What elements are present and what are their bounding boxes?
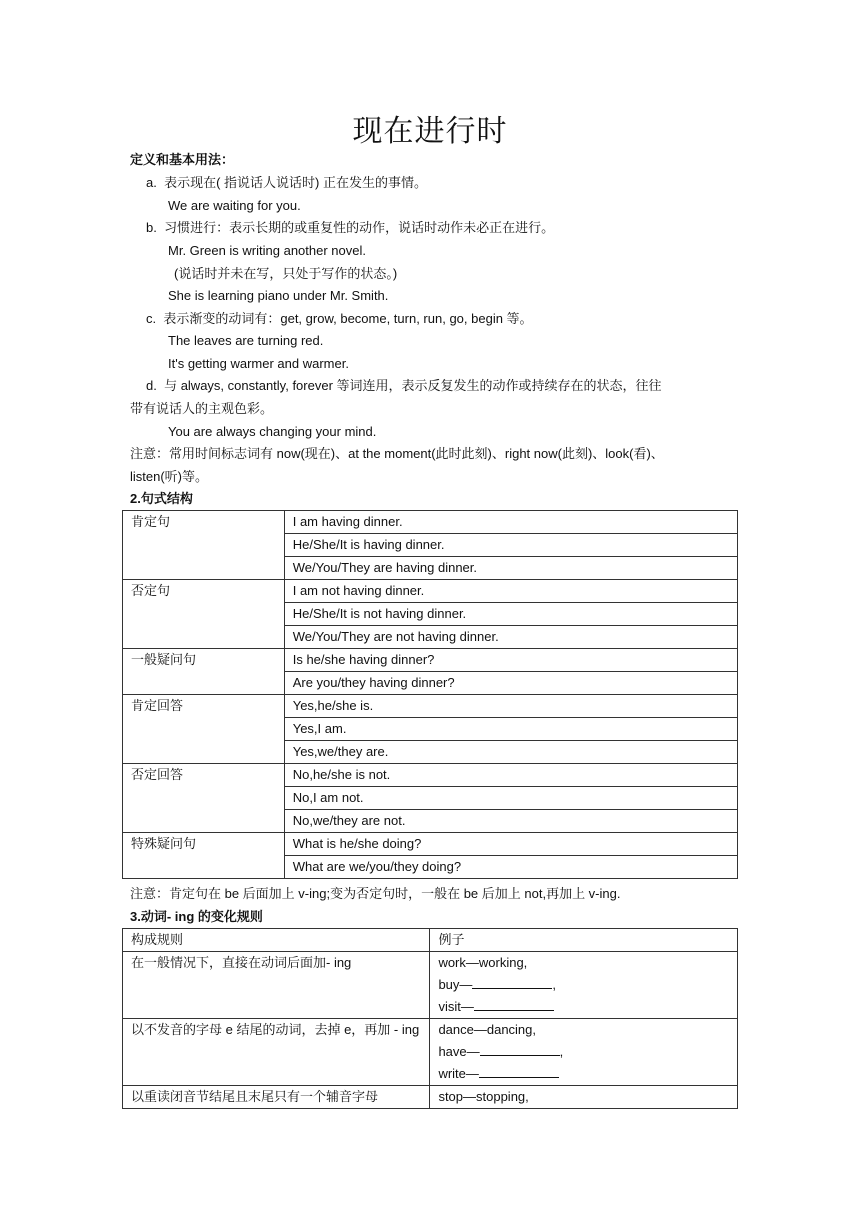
example-sentence: We are waiting for you. (168, 198, 301, 213)
table-row (123, 695, 738, 718)
example-sentence: It's getting warmer and warmer. (168, 356, 349, 371)
structure-heading: 2.句式结构 (130, 491, 193, 506)
example-stem: visit— (438, 999, 474, 1014)
column-header-example: 例子 (430, 929, 738, 952)
row-item: No,he/she is not. (284, 764, 737, 787)
page-title: 现在进行时 (352, 114, 508, 149)
column-header-rule: 构成规则 (123, 929, 430, 952)
example-suffix: , (552, 977, 557, 992)
rule-examples (430, 1086, 738, 1109)
table-row (123, 580, 738, 603)
row-item: What are we/you/they doing? (284, 856, 737, 879)
example-line (438, 1041, 729, 1063)
example-line: dance—dancing, (438, 1022, 537, 1037)
answer-blank[interactable] (472, 974, 552, 989)
row-item: We/You/They are having dinner. (284, 557, 737, 580)
definition-d-continued: 带有说话人的主观色彩。 (130, 401, 274, 416)
item-text: 与 always, constantly, forever 等词连用，表示反复发生的动作或持续存在的状态，往往 (164, 378, 662, 393)
example-stem: buy— (438, 977, 473, 992)
structure-table (122, 510, 738, 879)
table-row (123, 1086, 738, 1109)
row-label: 否定句 (123, 580, 285, 649)
row-label: 一般疑问句 (123, 649, 285, 695)
rule-text: 以重读闭音节结尾且末尾只有一个辅音字母 (123, 1086, 430, 1109)
example-line: stop—stopping, (438, 1089, 529, 1104)
rule-examples (430, 952, 738, 1019)
answer-blank[interactable] (474, 996, 554, 1011)
item-label: a. (146, 175, 157, 190)
definition-b (146, 218, 554, 238)
row-item: He/She/It is having dinner. (284, 534, 737, 557)
definition-heading: 定义和基本用法： (130, 152, 235, 167)
table-row (123, 1019, 738, 1086)
example-sentence: Mr. Green is writing another novel. (168, 243, 366, 258)
example-line (438, 974, 729, 996)
table-row (123, 833, 738, 856)
ing-rules-heading: 3.动词- ing 的变化规则 (130, 909, 263, 924)
note-time-markers: 注意：常用时间标志词有 now(现在)、at the moment(此时此刻)、right now(此刻)、look(看)、 (130, 446, 664, 461)
row-label: 特殊疑问句 (123, 833, 285, 879)
row-item: Yes,we/they are. (284, 741, 737, 764)
row-label: 否定回答 (123, 764, 285, 833)
rule-examples (430, 1019, 738, 1086)
table-header-row (123, 929, 738, 952)
row-item: I am not having dinner. (284, 580, 737, 603)
item-text: 习惯进行：表示长期的或重复性的动作，说话时动作未必正在进行。 (164, 220, 555, 235)
example-stem: have— (438, 1044, 480, 1059)
table-row (123, 649, 738, 672)
row-item: We/You/They are not having dinner. (284, 626, 737, 649)
row-item: Is he/she having dinner? (284, 649, 737, 672)
rule-text: 在一般情况下，直接在动词后面加- ing (123, 952, 430, 1019)
row-item: He/She/It is not having dinner. (284, 603, 737, 626)
ing-rules-table (122, 928, 738, 1109)
row-item: I am having dinner. (284, 511, 737, 534)
row-label: 肯定回答 (123, 695, 285, 764)
item-text: 表示渐变的动词有：get, grow, become, turn, run, go, begin 等。 (163, 311, 533, 326)
item-label: c. (146, 311, 157, 326)
note-time-markers-continued: listen(听)等。 (130, 469, 209, 484)
example-stem: write— (438, 1066, 479, 1081)
rule-text: 以不发音的字母 e 结尾的动词，去掉 e，再加 - ing (123, 1019, 430, 1086)
definition-d (146, 376, 662, 396)
answer-blank[interactable] (479, 1063, 559, 1078)
row-item: What is he/she doing? (284, 833, 737, 856)
item-label: b. (146, 220, 157, 235)
structure-note: 注意：肯定句在 be 后面加上 v-ing;变为否定句时，一般在 be 后加上 not,再加上 v-ing. (130, 886, 621, 901)
definition-c (146, 309, 533, 329)
example-sentence: You are always changing your mind. (168, 424, 377, 439)
item-text: 表示现在( 指说话人说话时) 正在发生的事情。 (164, 175, 427, 190)
example-line (438, 996, 729, 1018)
example-line (438, 1063, 729, 1085)
item-label: d. (146, 378, 157, 393)
example-note: (说话时并未在写，只处于写作的状态。) (174, 266, 398, 281)
example-line: work—working, (438, 955, 528, 970)
row-item: No,we/they are not. (284, 810, 737, 833)
table-row (123, 511, 738, 534)
example-sentence: The leaves are turning red. (168, 333, 324, 348)
answer-blank[interactable] (480, 1041, 560, 1056)
definition-a (146, 173, 427, 193)
row-item: Yes,he/she is. (284, 695, 737, 718)
table-row (123, 952, 738, 1019)
row-label: 肯定句 (123, 511, 285, 580)
row-item: Are you/they having dinner? (284, 672, 737, 695)
example-sentence: She is learning piano under Mr. Smith. (168, 288, 389, 303)
example-suffix: , (559, 1044, 564, 1059)
row-item: Yes,I am. (284, 718, 737, 741)
row-item: No,I am not. (284, 787, 737, 810)
table-row (123, 764, 738, 787)
